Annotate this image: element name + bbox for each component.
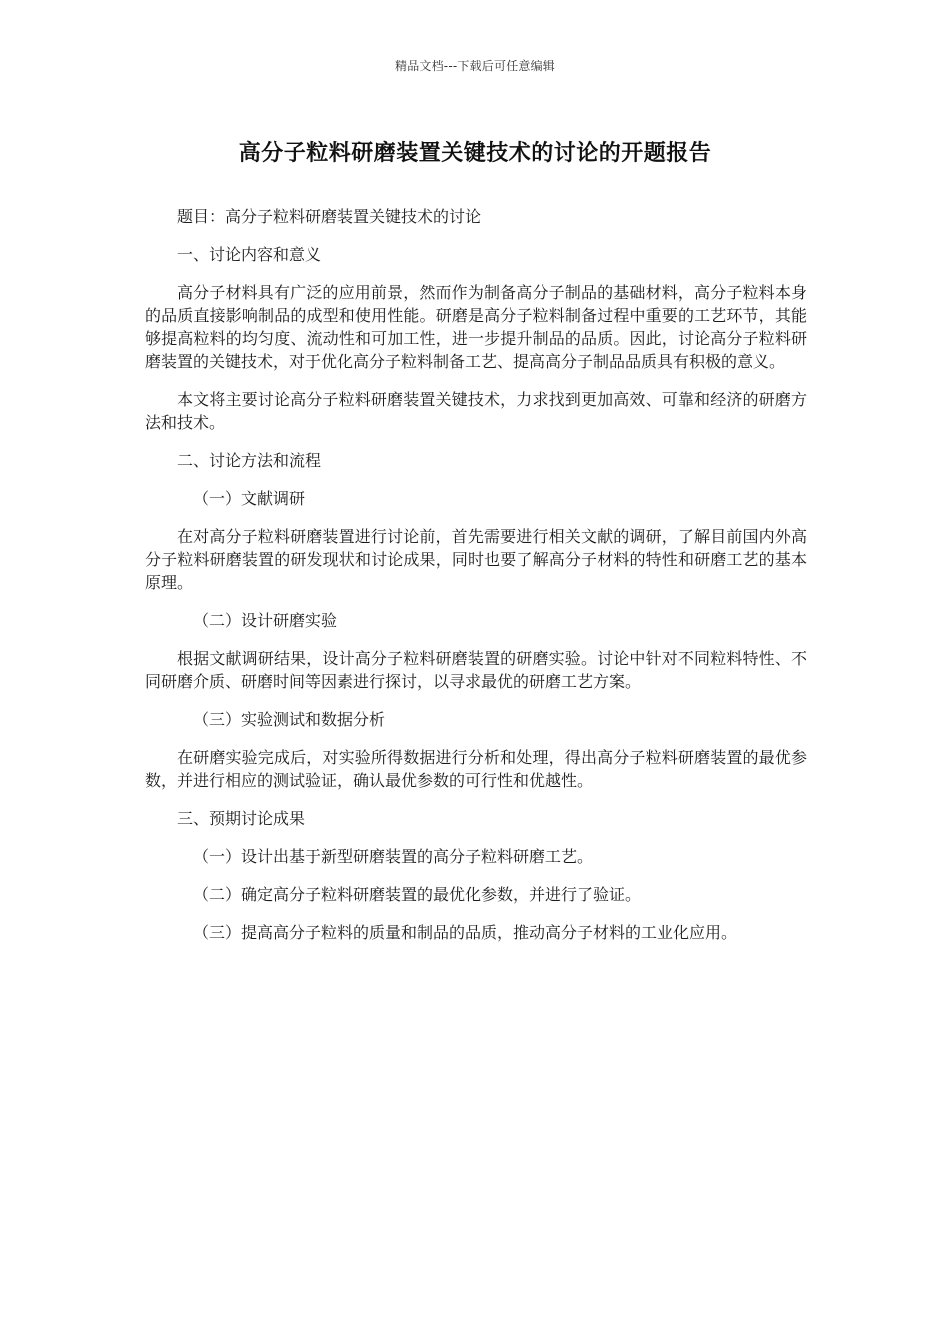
section-2-heading: 二、讨论方法和流程 [177, 451, 322, 470]
section-2-paragraph-2: 根据文献调研结果，设计高分子粒料研磨装置的研磨实验。讨论中针对不同粒料特性、不同研磨介质、研磨时间等因素进行探讨，以寻求最优的研磨工艺方案。 [145, 649, 807, 691]
section-1-paragraph-2: 本文将主要讨论高分子粒料研磨装置关键技术，力求找到更加高效、可靠和经济的研磨方法和技术。 [145, 390, 807, 432]
topic-line: 题目：高分子粒料研磨装置关键技术的讨论 [177, 207, 482, 226]
section-2-paragraph-1: 在对高分子粒料研磨装置进行讨论前，首先需要进行相关文献的调研，了解目前国内外高分子粒料研磨装置的研发现状和讨论成果，同时也要了解高分子材料的特性和研磨工艺的基本原理。 [145, 527, 807, 592]
section-1-paragraph-1: 高分子材料具有广泛的应用前景，然而作为制备高分子制品的基础材料，高分子粒料本身的品质直接影响制品的成型和使用性能。研磨是高分子粒料制备过程中重要的工艺环节，其能够提高粒料的均匀度、流动性和可加工性，进一步提升制品的品质。因此，讨论高分子粒料研磨装置的关键技术，对于优化高分子粒料制备工艺、提高高分子制品品质具有积极的意义。 [145, 283, 807, 371]
section-2-subheading-3: （三）实验测试和数据分析 [193, 710, 386, 729]
section-1-heading: 一、讨论内容和意义 [177, 245, 322, 264]
document-title: 高分子粒料研磨装置关键技术的讨论的开题报告 [238, 141, 712, 166]
header-note: 精品文档---下载后可任意编辑 [395, 59, 555, 73]
section-2-subheading-1: （一）文献调研 [193, 489, 306, 508]
document-body [145, 205, 807, 959]
section-3-heading: 三、预期讨论成果 [177, 809, 306, 828]
section-3-item-3: （三）提高高分子粒料的质量和制品的品质，推动高分子材料的工业化应用。 [193, 923, 738, 942]
section-2-subheading-2: （二）设计研磨实验 [193, 611, 338, 630]
section-3-item-2: （二）确定高分子粒料研磨装置的最优化参数，并进行了验证。 [193, 885, 642, 904]
section-3-item-1: （一）设计出基于新型研磨装置的高分子粒料研磨工艺。 [193, 847, 594, 866]
section-2-paragraph-3: 在研磨实验完成后，对实验所得数据进行分析和处理，得出高分子粒料研磨装置的最优参数，并进行相应的测试验证，确认最优参数的可行性和优越性。 [145, 748, 807, 790]
